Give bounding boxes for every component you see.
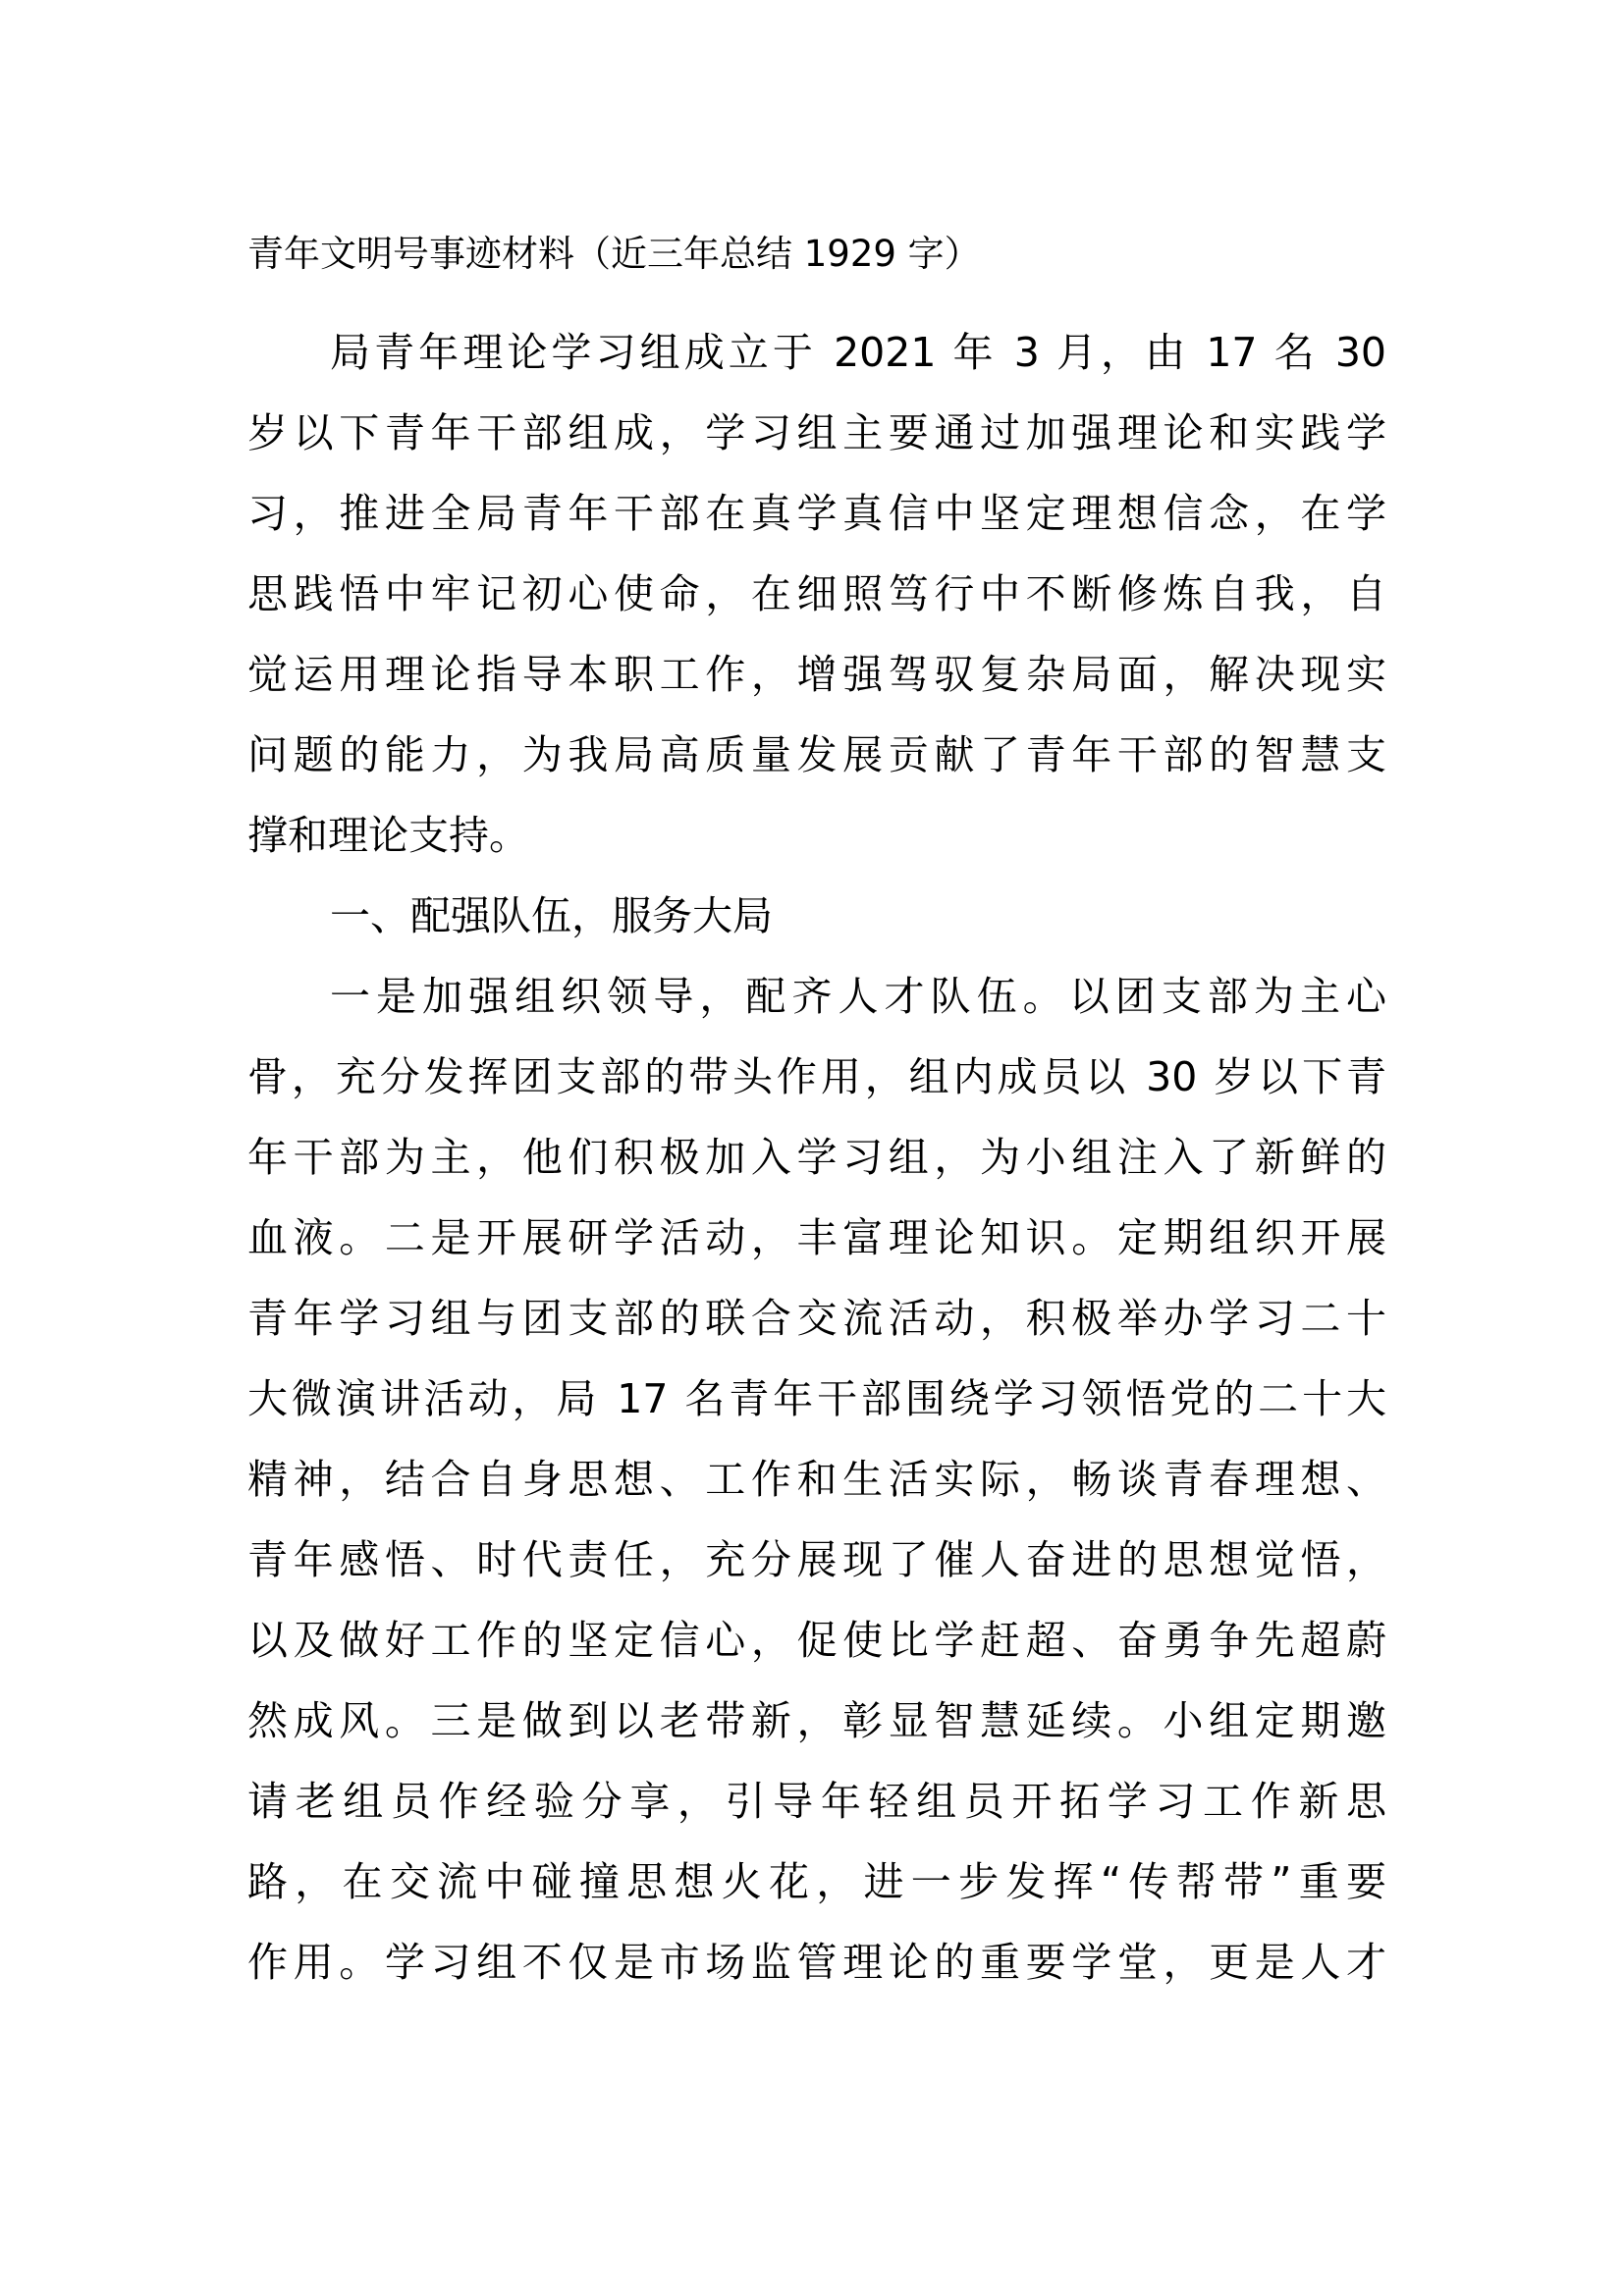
text-line: 路，在交流中碰撞思想火花，进一步发挥“传帮带”重要 xyxy=(247,1858,1386,1905)
document-page xyxy=(247,226,1386,2002)
text-line: 然成风。三是做到以老带新，彰显智慧延续。小组定期邀 xyxy=(247,1697,1386,1744)
paragraph-section1 xyxy=(247,956,1386,2002)
section-heading-text: 一、配强队伍，服务大局 xyxy=(330,892,773,939)
text-line: 请老组员作经验分享，引导年轻组员开拓学习工作新思 xyxy=(247,1778,1386,1825)
text-line: 血液。二是开展研学活动，丰富理论知识。定期组织开展 xyxy=(247,1214,1386,1261)
text-line: 问题的能力，为我局高质量发展贡献了青年干部的智慧支 xyxy=(247,731,1386,778)
text-line: 年干部为主，他们积极加入学习组，为小组注入了新鲜的 xyxy=(247,1134,1386,1181)
text-line: 撑和理论支持。 xyxy=(247,812,529,859)
paragraph-intro xyxy=(247,312,1386,876)
text-line: 觉运用理论指导本职工作，增强驾驭复杂局面，解决现实 xyxy=(247,651,1386,698)
text-line: 青年学习组与团支部的联合交流活动，积极举办学习二十 xyxy=(247,1295,1386,1342)
section-heading xyxy=(247,876,1386,956)
text-line: 作用。学习组不仅是市场监管理论的重要学堂，更是人才 xyxy=(247,1939,1386,1986)
text-line: 岁以下青年干部组成，学习组主要通过加强理论和实践学 xyxy=(247,409,1386,456)
text-line: 青年感悟、时代责任，充分展现了催人奋进的思想觉悟， xyxy=(247,1536,1386,1583)
text-line: 思践悟中牢记初心使命，在细照笃行中不断修炼自我，自 xyxy=(247,570,1386,617)
text-line: 局青年理论学习组成立于 2021 年 3 月，由 17 名 30 xyxy=(330,329,1386,376)
text-line: 大微演讲活动，局 17 名青年干部围绕学习领悟党的二十大 xyxy=(247,1375,1386,1422)
document-title: 青年文明号事迹材料（近三年总结 1929 字） xyxy=(247,233,981,275)
text-line: 以及做好工作的坚定信心，促使比学赶超、奋勇争先超蔚 xyxy=(247,1617,1386,1664)
text-line: 习，推进全局青年干部在真学真信中坚定理想信念，在学 xyxy=(247,490,1386,537)
text-line: 骨，充分发挥团支部的带头作用，组内成员以 30 岁以下青 xyxy=(247,1053,1386,1100)
text-line: 一是加强组织领导，配齐人才队伍。以团支部为主心 xyxy=(330,973,1386,1020)
text-line: 精神，结合自身思想、工作和生活实际，畅谈青春理想、 xyxy=(247,1456,1386,1503)
